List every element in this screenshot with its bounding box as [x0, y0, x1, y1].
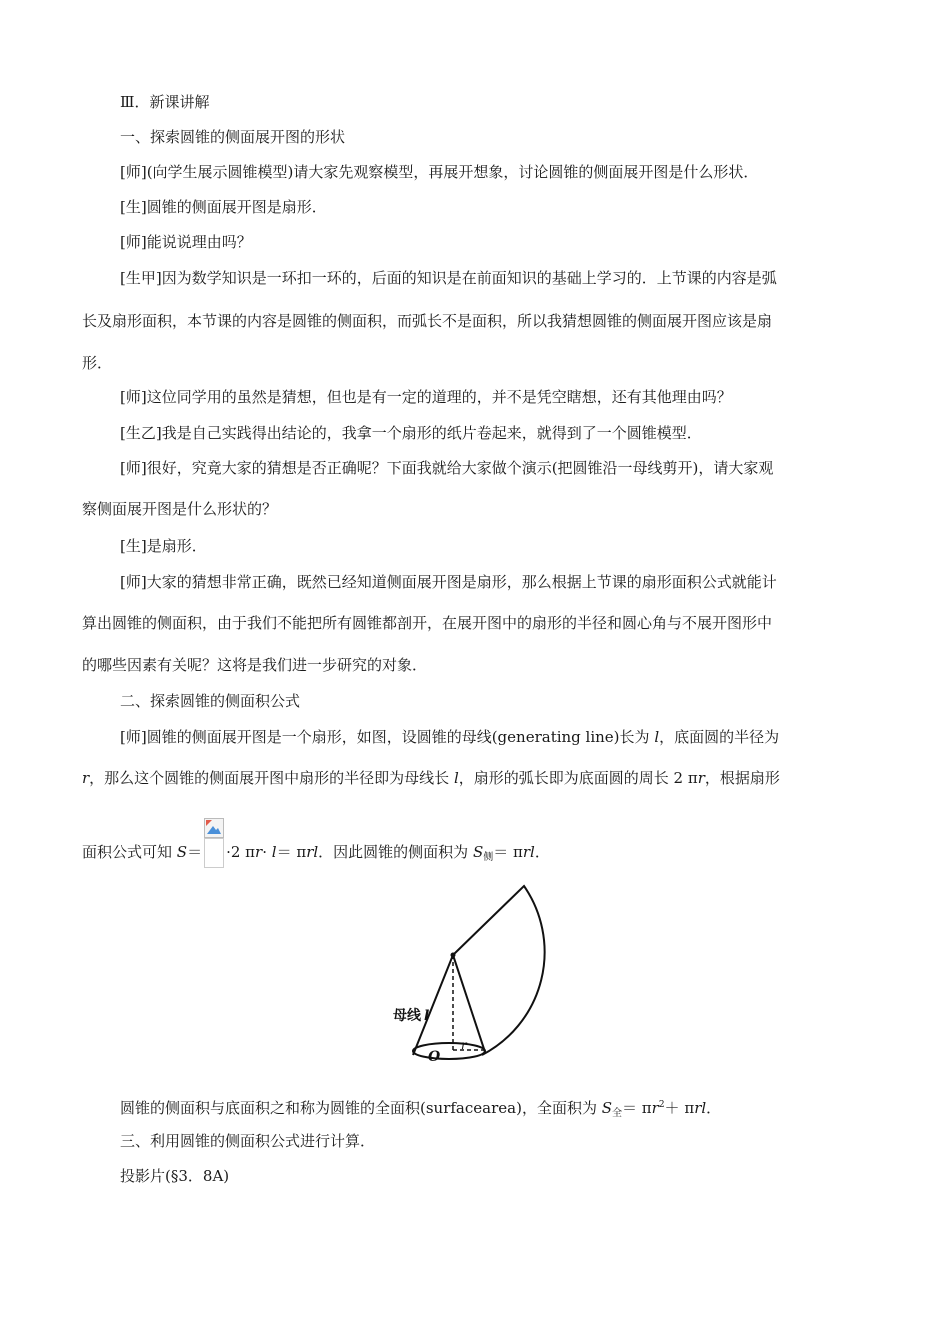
paragraph: [师]很好，究竟大家的猜想是否正确呢？下面我就给大家做个演示(把圆锥沿一母线剪开)，请大家观: [120, 459, 774, 477]
variable-l: l: [271, 843, 277, 861]
text: 面积公式可知: [82, 843, 177, 861]
superscript-2: 2: [658, 1100, 665, 1110]
text: ·: [262, 843, 272, 861]
paragraph: [生甲]因为数学知识是一环扣一环的，后面的知识是在前面知识的基础上学习的．上节课的内容是弧: [120, 269, 777, 287]
paragraph: [生]圆锥的侧面展开图是扇形．: [120, 198, 327, 216]
paragraph: [师]大家的猜想非常正确，既然已经知道侧面展开图是扇形，那么根据上节课的扇形面积公式就能计: [120, 573, 777, 591]
subscript-total: 全: [612, 1108, 622, 1119]
cone-net-figure: [385, 878, 565, 1073]
variable-rl: rl: [522, 843, 535, 861]
paragraph: 投影片(§3．8A): [120, 1167, 230, 1185]
cone-right-generatrix: [453, 955, 485, 1052]
subheading-calculation: 三、利用圆锥的侧面积公式进行计算．: [120, 1132, 376, 1150]
text: 圆锥的侧面积与底面积之和称为圆锥的全面积(surfacearea)，全面积为: [120, 1099, 602, 1117]
sector-outline: [453, 886, 545, 1055]
variable-r: r: [651, 1099, 659, 1117]
variable-l: l: [453, 769, 459, 787]
apex-dot: [451, 953, 456, 958]
text: ，根据扇形: [704, 769, 780, 787]
cone-base-ellipse: [413, 1043, 485, 1059]
paragraph: 的哪些因素有关呢？这将是我们进一步研究的对象．: [82, 656, 428, 674]
subheading-explore-shape: 一、探索圆锥的侧面展开图的形状: [120, 128, 346, 146]
paragraph: [生]是扇形．: [120, 537, 207, 555]
subheading-explore-formula: 二、探索圆锥的侧面积公式: [120, 692, 301, 710]
radius-label: r: [461, 1038, 467, 1052]
paragraph: 长及扇形面积，本节课的内容是圆锥的侧面积，而弧长不是面积，所以我猜想圆锥的侧面展开图应该是扇: [82, 312, 773, 330]
text: ＋ π: [664, 1099, 695, 1117]
text: ＝ π: [622, 1099, 652, 1117]
paragraph: [师](向学生展示圆锥模型)请大家先观察模型，再展开想象，讨论圆锥的侧面展开图是什么形状．: [120, 163, 759, 181]
broken-image-icon: [204, 818, 224, 838]
paragraph: 察侧面展开图是什么形状的？: [82, 500, 278, 518]
variable-s: S: [472, 843, 484, 861]
variable-rl: rl: [306, 843, 319, 861]
text: ，扇形的弧长即为底面圆的周长 2 π: [458, 769, 698, 787]
fraction-image-placeholder: [204, 818, 224, 868]
formula-line-lateral-area: [82, 838, 550, 868]
fraction-denominator-box: [204, 838, 224, 868]
paragraph: [师]能说说理由吗？: [120, 233, 252, 251]
center-label: O: [428, 1049, 441, 1065]
text: ．: [534, 843, 550, 861]
text: ＝ π: [493, 843, 523, 861]
cone-left-generatrix: [413, 955, 453, 1055]
variable-r: r: [82, 769, 90, 787]
paragraph-total-area: [120, 1095, 721, 1124]
variable-r: r: [255, 843, 263, 861]
variable-r: r: [697, 769, 705, 787]
generatrix-label: 母线: [393, 1008, 421, 1024]
variable-rl: rl: [694, 1099, 707, 1117]
section-heading-new-lesson: Ⅲ．新课讲解: [120, 93, 210, 111]
paragraph: [120, 727, 779, 747]
variable-s: S: [176, 843, 188, 861]
text: ．: [706, 1099, 722, 1117]
paragraph: [生乙]我是自己实践得出结论的，我拿一个扇形的纸片卷起来，就得到了一个圆锥模型．: [120, 424, 702, 442]
text: ，那么这个圆锥的侧面展开图中扇形的半径即为母线长: [89, 769, 454, 787]
text: ·2 π: [226, 843, 256, 861]
paragraph: [师]这位同学用的虽然是猜想，但也是有一定的道理的，并不是凭空瞎想，还有其他理由吗？: [120, 388, 732, 406]
paragraph: [82, 768, 780, 788]
paragraph: 形．: [82, 354, 113, 372]
variable-s: S: [601, 1099, 612, 1117]
generatrix-var-label: l: [424, 1008, 430, 1024]
text: ，底面圆的半径为: [659, 728, 780, 746]
paragraph: 算出圆锥的侧面积，由于我们不能把所有圆锥都剖开，在展开图中的扇形的半径和圆心角与不展开图形中: [82, 614, 773, 632]
text: [师]圆锥的侧面展开图是一个扇形，如图，设圆锥的母线(generating line)长为: [120, 728, 655, 746]
text: ＝: [187, 843, 203, 861]
subscript-lateral: 侧: [483, 852, 494, 863]
text: ＝ π: [276, 843, 307, 861]
variable-l: l: [654, 728, 660, 746]
text: ．因此圆锥的侧面积为: [318, 843, 473, 861]
